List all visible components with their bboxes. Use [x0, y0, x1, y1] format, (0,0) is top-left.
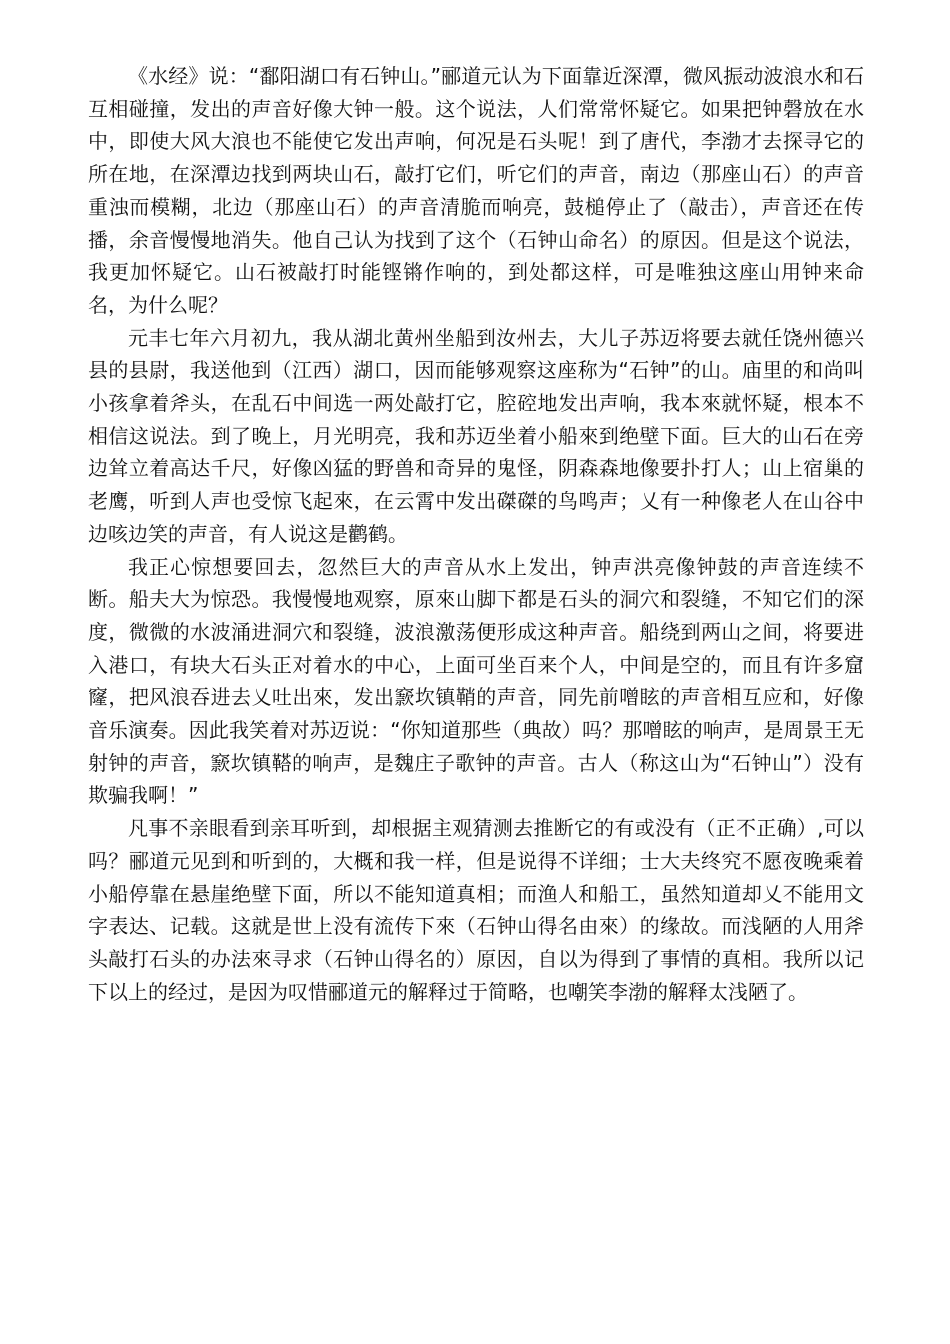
paragraph-2: 元丰七年六月初九，我从湖北黄州坐船到汝州去，大儿子苏迈将要去就任饶州德兴县的县尉，我送他到（江西）湖口，因而能够观察这座称为“石钟”的山。庙里的和尚叫小孩拿着斧头，在乱石中间选一两处敲打它，腔硿地发出声响，我本來就怀疑，根本不相信这说法。到了晚上，月光明亮，我和苏迈坐着小船來到绝壁下面。巨大的山石在旁边耸立着高达千尺，好像凶猛的野兽和奇异的鬼怪，阴森森地像要扑打人；山上宿巢的老鹰，听到人声也受惊飞起來，在云霄中发出磔磔的鸟鸣声；乂有一种像老人在山谷中边咳边笑的声音，有人说这是鹳鹤。 [88, 325, 864, 546]
paragraph-1: 《水经》说：“鄱阳湖口有石钟山。”郦道元认为下面靠近深潭，微风振动波浪水和石互相碰撞，发出的声音好像大钟一般。这个说法，人们常常怀疑它。如果把钟磬放在水中，即使大风大浪也不能使它发出声响，何况是石头呢！到了唐代，李渤才去探寻它的所在地，在深潭边找到两块山石，敲打它们，听它们的声音，南边（那座山石）的声音重浊而模糊，北边（那座山石）的声音清脆而响亮，鼓槌停止了（敲击），声音还在传播，余音慢慢地消失。他自己认为找到了这个（石钟山命名）的原因。但是这个说法，我更加怀疑它。山石被敲打时能铿锵作响的，到处都这样，可是唯独这座山用钟来命名，为什么呢？ [88, 64, 864, 317]
paragraph-3: 我正心惊想要回去，忽然巨大的声音从水上发出，钟声洪亮像钟鼓的声音连续不断。船夫大为惊恐。我慢慢地观察，原來山脚下都是石头的洞穴和裂缝，不知它们的深度，微微的水波涌进洞穴和裂缝，波浪激荡便形成这种声音。船绕到两山之间，将要进入港口，有块大石头正对着水的中心，上面可坐百来个人，中间是空的，而且有许多窟窿，把风浪吞进去乂吐出來，发出窾坎镇鞘的声音，同先前噌眩的声音相互应和，好像音乐演奏。因此我笑着对苏迈说：“你知道那些（典故）吗？那噌眩的响声，是周景王无射钟的声音，窾坎镇鞳的响声，是魏庄子歌钟的声音。古人（称这山为“石钟山”）没有欺骗我啊！” [88, 554, 864, 808]
document-page [88, 60, 864, 1008]
paragraph-4: 凡事不亲眼看到亲耳听到，却根据主观猜测去推断它的有或没有（正不正确）,可以吗？郦道元见到和听到的，大概和我一样，但是说得不详细；士大夫终究不愿夜晚乘着小船停靠在悬崖绝壁下面，所以不能知道真相；而渔人和船工，虽然知道却乂不能用文字表达、记载。这就是世上没有流传下來（石钟山得名由來）的缘故。而浅陋的人用斧头敲打石头的办法來寻求（石钟山得名的）原因，自以为得到了事情的真相。我所以记下以上的经过，是因为叹惜郦道元的解释过于简略，也嘲笑李渤的解释太浅陋了。 [88, 816, 864, 1004]
